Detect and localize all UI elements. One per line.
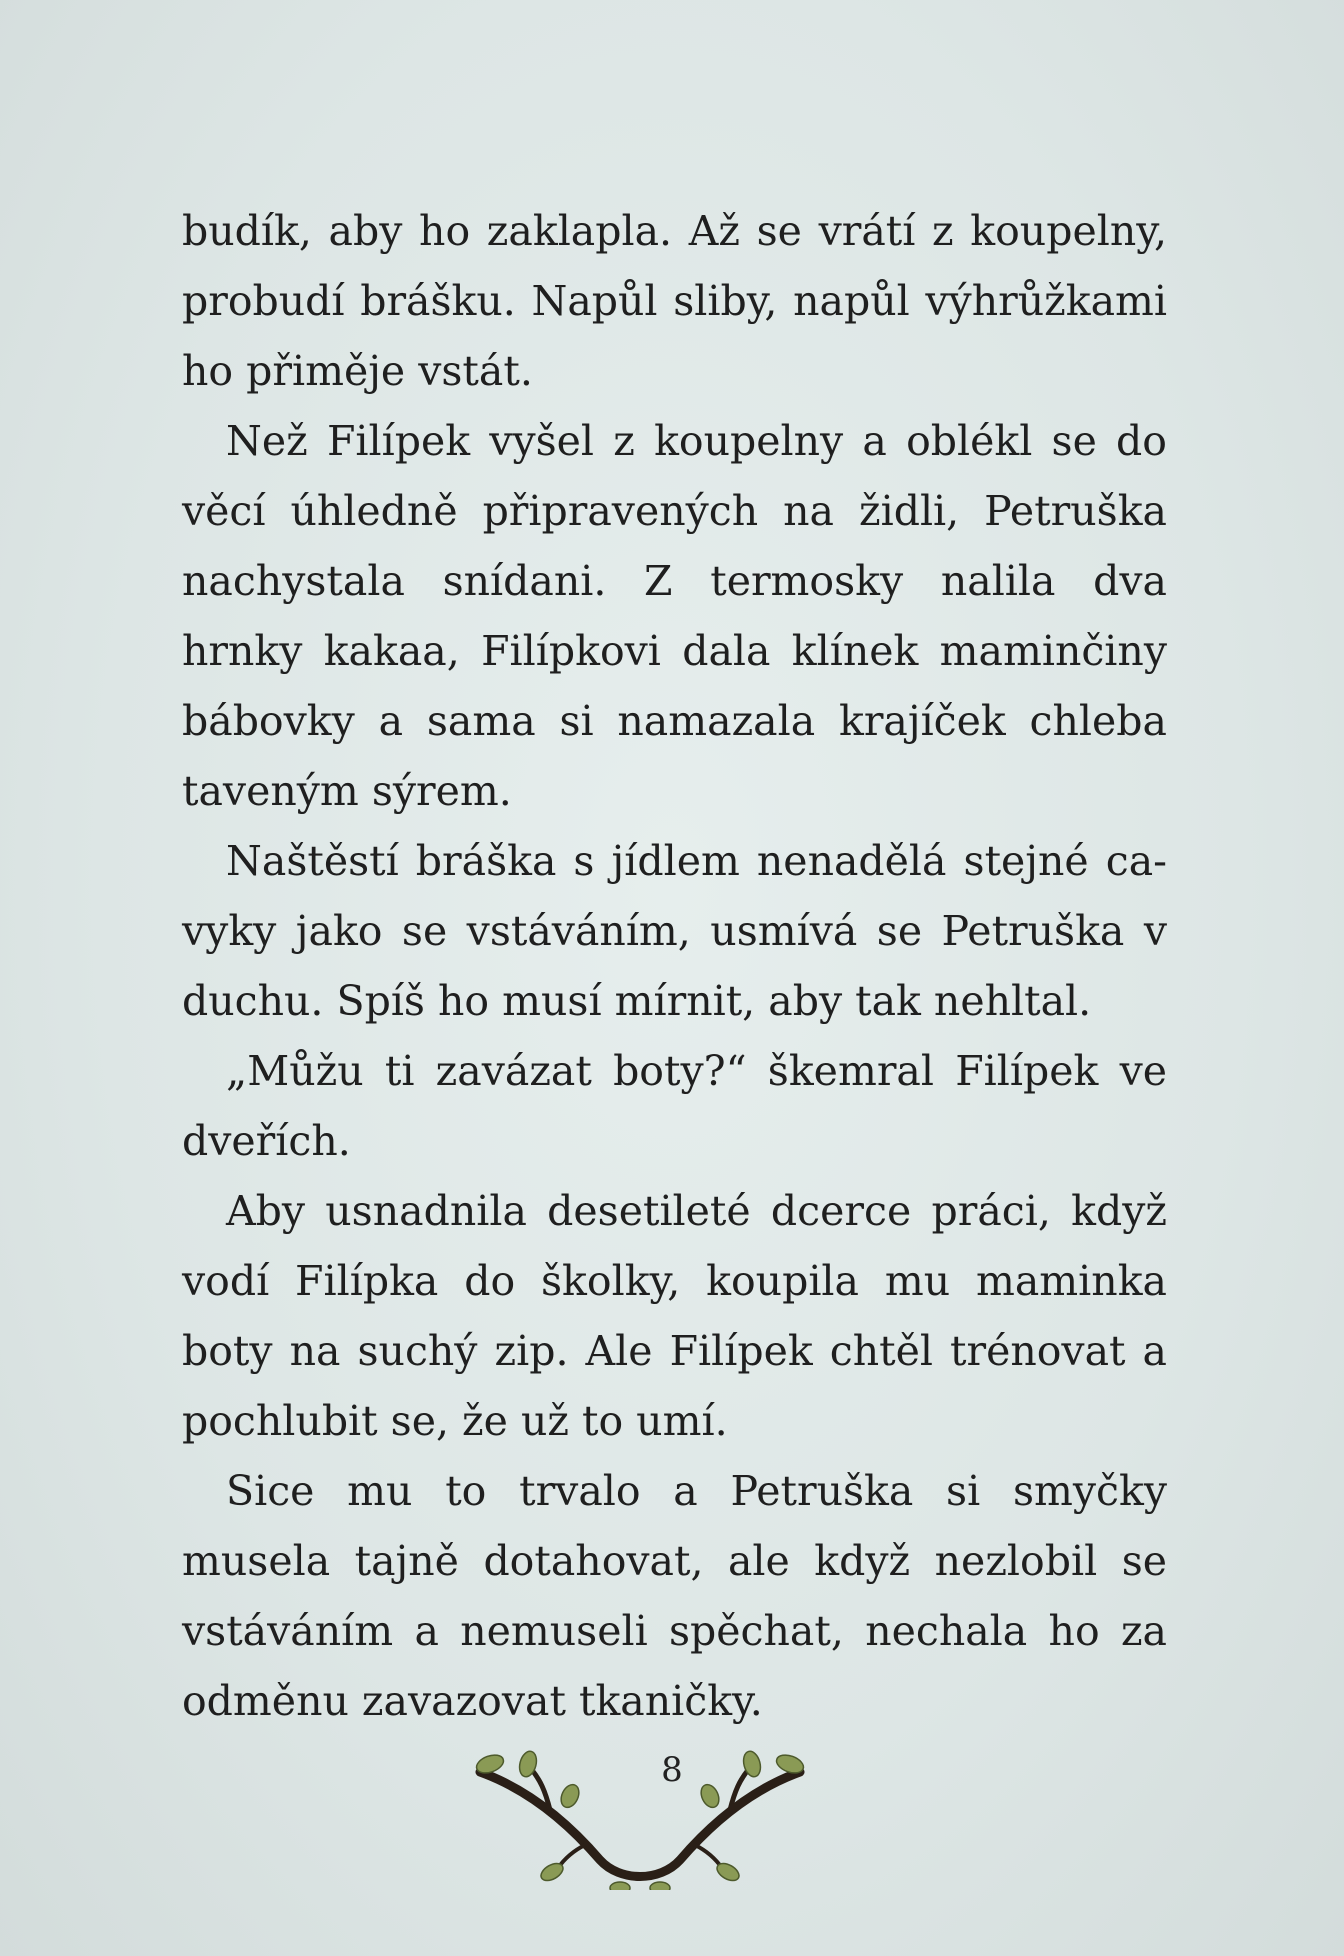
paragraph-2: Než Filípek vyšel z koupelny a oblékl se do věcí úhledně připravených na židli, Petruška nachystala snídani. Z termosky nalila dva hrnky kakaa, Filípkovi dala klínek maminčiny bábovky a sama si namazala krajíček chleba taveným sýrem. (182, 417, 1167, 815)
paragraph-5: Aby usnadnila desetileté dcerce práci, když vodí Filípka do školky, koupila mu maminka boty na suchý zip. Ale Filípek chtěl trénovat a pochlubit se, že už to umí. (182, 1187, 1167, 1445)
paragraph-6: Sice mu to trvalo a Petruška si smyčky musela tajně dotahovat, ale když nezlobil se vstáváním a nemuseli spěchat, nechala ho za odměnu zavazovat tkaničky. (182, 1467, 1167, 1725)
paragraph-1: budík, aby ho zaklapla. Až se vrátí z koupelny, probudí brášku. Napůl sliby, napůl výhrůžkami ho přiměje vstát. (182, 207, 1167, 395)
paragraph-4: „Můžu ti zavázat boty?“ škemral Filípek ve dveřích. (182, 1047, 1167, 1165)
leaf (650, 1882, 670, 1890)
page-number: 8 (661, 1750, 683, 1790)
paragraph-3: Naštěstí bráška s jídlem nenadělá stejné cavyky jako se vstáváním, usmívá se Petruška v duchu. Spíš ho musí mírnit, aby tak nehltal. (182, 837, 1167, 1025)
leaf (610, 1882, 630, 1890)
body-text (182, 196, 1167, 1736)
